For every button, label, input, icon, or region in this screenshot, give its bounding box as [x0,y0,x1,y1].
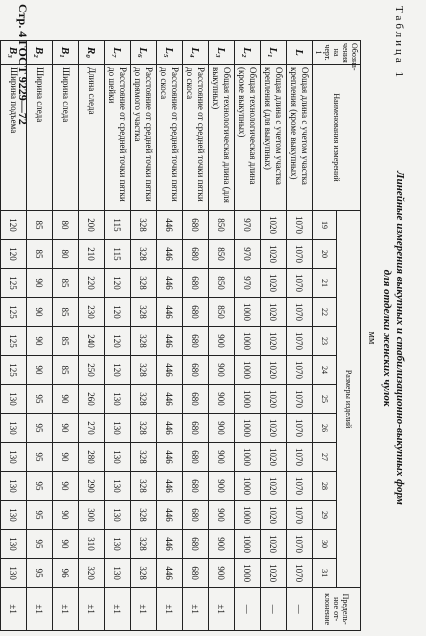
value-cell: 446 [157,240,183,269]
row-name: Расстояние от средней точки пятки до скоса [183,65,209,211]
value-cell: 328 [131,240,157,269]
value-cell: 130 [1,385,27,414]
value-cell [0,298,1,327]
row-designation: L₆ [131,41,157,65]
size-header-cell: 29 [313,501,337,530]
value-cell [0,327,1,356]
value-cell: 130 [105,414,131,443]
value-cell: 125 [1,356,27,385]
value-cell: 446 [157,298,183,327]
value-cell: 680 [183,298,209,327]
value-cell: 250 [79,356,105,385]
size-header-cell: 26 [313,414,337,443]
size-header-cell: 30 [313,530,337,559]
measurements-table [0,40,361,631]
value-cell: 1020 [261,327,287,356]
value-cell: 270 [79,414,105,443]
row-deviation: ±1 [209,588,235,631]
value-cell: 125 [1,327,27,356]
row-designation: L [287,41,313,65]
value-cell: 446 [157,443,183,472]
value-cell [0,211,1,240]
value-cell: 90 [27,298,53,327]
table-row [27,41,53,631]
value-cell: 1020 [261,269,287,298]
value-cell: 85 [53,356,79,385]
value-cell: 328 [131,327,157,356]
value-cell: 90 [53,501,79,530]
value-cell: 680 [183,385,209,414]
value-cell: 90 [53,414,79,443]
value-cell: 680 [183,414,209,443]
row-designation: L₂ [235,41,261,65]
row-name: Ширина следа [27,65,53,211]
value-cell: 680 [183,327,209,356]
value-cell: 970 [235,240,261,269]
value-cell: 900 [209,414,235,443]
value-cell: 120 [105,269,131,298]
row-name: Длина следа [79,65,105,211]
value-cell: 970 [235,269,261,298]
value-cell: 850 [209,240,235,269]
value-cell: 680 [183,443,209,472]
value-cell: 1000 [235,443,261,472]
value-cell: 130 [105,530,131,559]
row-deviation [0,588,1,631]
value-cell: 90 [27,356,53,385]
row-deviation: ±1 [105,588,131,631]
table-row [131,41,157,631]
value-cell [0,269,1,298]
value-cell: 900 [209,530,235,559]
value-cell [0,559,1,588]
value-cell: 210 [79,240,105,269]
value-cell: 120 [105,327,131,356]
value-cell: 1070 [287,211,313,240]
value-cell: 95 [27,385,53,414]
value-cell: 280 [79,443,105,472]
value-cell: 680 [183,530,209,559]
value-cell: 300 [79,501,105,530]
value-cell: 240 [79,327,105,356]
row-deviation: ±1 [183,588,209,631]
value-cell: 1020 [261,472,287,501]
row-deviation: ±1 [131,588,157,631]
row-designation: R₀ [79,41,105,65]
value-cell: 1020 [261,443,287,472]
value-cell: 1000 [235,298,261,327]
header-sizes-group: Размеры изделий [337,211,361,588]
value-cell: 130 [1,443,27,472]
value-cell: 900 [209,327,235,356]
value-cell: 130 [1,501,27,530]
value-cell: 900 [209,443,235,472]
row-designation [0,41,1,65]
value-cell: 446 [157,211,183,240]
value-cell: 1020 [261,559,287,588]
value-cell: 328 [131,443,157,472]
value-cell: 220 [79,269,105,298]
value-cell: 115 [105,240,131,269]
value-cell: 120 [1,240,27,269]
value-cell: 1020 [261,240,287,269]
value-cell: 96 [53,559,79,588]
value-cell: 328 [131,414,157,443]
value-cell: 850 [209,269,235,298]
value-cell: 115 [105,211,131,240]
value-cell: 446 [157,385,183,414]
row-deviation: ±1 [157,588,183,631]
value-cell: 970 [235,211,261,240]
row-deviation: — [235,588,261,631]
size-header-cell: 19 [313,211,337,240]
value-cell [0,443,1,472]
row-deviation: ±1 [1,588,27,631]
value-cell: 120 [105,356,131,385]
value-cell: 90 [53,530,79,559]
value-cell: 1000 [235,530,261,559]
row-designation: L₁ [261,41,287,65]
table-row [183,41,209,631]
value-cell: 1000 [235,559,261,588]
header-designation: Обозна-чения на черт. 1 [313,41,361,65]
row-name: Расстояние от средней точки пятки до скоса [157,65,183,211]
table-row [261,41,287,631]
row-name: Общая длина с учетом участка крепления (для выкупных) [261,65,287,211]
value-cell: 1000 [235,501,261,530]
value-cell: 446 [157,269,183,298]
size-header-cell: 21 [313,269,337,298]
value-cell: 130 [1,559,27,588]
value-cell: 95 [27,530,53,559]
size-header-cell: 20 [313,240,337,269]
value-cell: 1020 [261,298,287,327]
value-cell: 446 [157,501,183,530]
value-cell: 85 [53,298,79,327]
value-cell [0,501,1,530]
row-designation: L₅ [157,41,183,65]
unit-label: мм [366,331,377,345]
header-deviation: Предель-ное от-клонение [313,588,361,631]
row-name: Общая технологическая длина (кроме выкупных) [235,65,261,211]
table-row [287,41,313,631]
row-deviation: ±1 [53,588,79,631]
row-name: Ширина подъема [1,65,27,211]
value-cell: 1000 [235,472,261,501]
value-cell: 1070 [287,472,313,501]
value-cell: 1020 [261,356,287,385]
value-cell: 328 [131,559,157,588]
value-cell: 1070 [287,385,313,414]
value-cell: 1020 [261,211,287,240]
value-cell: 680 [183,501,209,530]
size-header-cell: 24 [313,356,337,385]
value-cell: 130 [1,414,27,443]
value-cell [0,240,1,269]
size-header-cell: 23 [313,327,337,356]
value-cell: 260 [79,385,105,414]
value-cell: 446 [157,327,183,356]
value-cell: 1020 [261,414,287,443]
value-cell: 95 [27,414,53,443]
value-cell: 680 [183,240,209,269]
value-cell: 95 [27,472,53,501]
row-designation: B₂ [27,41,53,65]
size-header-cell: 27 [313,443,337,472]
value-cell: 446 [157,414,183,443]
table-title [380,40,406,636]
value-cell: 130 [105,559,131,588]
value-cell: 1070 [287,298,313,327]
value-cell: 130 [105,443,131,472]
value-cell: 446 [157,356,183,385]
value-cell: 680 [183,269,209,298]
value-cell: 130 [1,472,27,501]
table-row [105,41,131,631]
value-cell: 230 [79,298,105,327]
size-header-cell: 22 [313,298,337,327]
value-cell: 95 [27,501,53,530]
table-row [157,41,183,631]
row-deviation: ±1 [79,588,105,631]
row-name: Расстояние от средней точки пятки до шейки [105,65,131,211]
table-title-line1: Линейные измерения выкупных и стабилизационно-выкупных форм [394,171,406,505]
value-cell: 328 [131,269,157,298]
value-cell [0,356,1,385]
value-cell: 1000 [235,414,261,443]
value-cell: 850 [209,298,235,327]
value-cell: 125 [1,269,27,298]
value-cell: 1070 [287,356,313,385]
row-deviation: — [287,588,313,631]
size-header-cell: 25 [313,385,337,414]
value-cell: 1020 [261,385,287,414]
row-deviation: ±1 [27,588,53,631]
table-row [209,41,235,631]
value-cell: 90 [27,327,53,356]
size-header-cell: 28 [313,472,337,501]
value-cell: 328 [131,385,157,414]
table-row [235,41,261,631]
value-cell: 290 [79,472,105,501]
value-cell: 120 [105,298,131,327]
value-cell: 130 [105,472,131,501]
value-cell: 1000 [235,385,261,414]
value-cell [0,414,1,443]
value-cell: 1070 [287,327,313,356]
row-deviation: — [261,588,287,631]
value-cell: 120 [1,211,27,240]
value-cell [0,385,1,414]
value-cell: 328 [131,356,157,385]
value-cell: 1070 [287,240,313,269]
value-cell: 125 [1,298,27,327]
value-cell: 1070 [287,530,313,559]
value-cell: 1070 [287,443,313,472]
value-cell: 680 [183,472,209,501]
value-cell: 900 [209,356,235,385]
value-cell: 90 [27,269,53,298]
table-caption: Таблица 1 [393,6,405,81]
value-cell: 130 [105,501,131,530]
table-row [0,41,1,631]
value-cell: 85 [53,269,79,298]
page-number-header: Стр. 4 ГОСТ 9229—72 [16,4,30,125]
value-cell: 900 [209,501,235,530]
row-designation: L₄ [183,41,209,65]
value-cell: 680 [183,559,209,588]
row-designation: L₃ [209,41,235,65]
row-name: Общая технологическая длина (для выкупных) [209,65,235,211]
table-row [79,41,105,631]
row-name [0,65,1,211]
table-title-line2: для отделки женских чулок [381,269,393,407]
value-cell: 130 [1,530,27,559]
value-cell: 900 [209,385,235,414]
value-cell: 1000 [235,356,261,385]
value-cell: 80 [53,240,79,269]
value-cell: 680 [183,211,209,240]
value-cell: 90 [53,472,79,501]
value-cell: 446 [157,559,183,588]
row-name: Расстояние от средней точки пятки до прямого участка [131,65,157,211]
value-cell: 85 [27,211,53,240]
row-name: Ширина следа [53,65,79,211]
value-cell: 1000 [235,327,261,356]
row-name: Общая длина с учетом участка крепления (кроме выкупных) [287,65,313,211]
value-cell: 200 [79,211,105,240]
value-cell: 320 [79,559,105,588]
value-cell: 328 [131,530,157,559]
value-cell: 80 [53,211,79,240]
value-cell: 1070 [287,501,313,530]
value-cell: 900 [209,559,235,588]
value-cell: 90 [53,385,79,414]
table-row [53,41,79,631]
value-cell: 680 [183,356,209,385]
value-cell: 1070 [287,559,313,588]
row-designation: B₃ [1,41,27,65]
value-cell: 90 [53,443,79,472]
header-name: Наименования измерений [313,65,361,211]
row-designation: L₇ [105,41,131,65]
value-cell: 130 [105,385,131,414]
value-cell: 310 [79,530,105,559]
value-cell: 900 [209,472,235,501]
table-body [0,41,313,631]
value-cell: 85 [53,327,79,356]
value-cell: 446 [157,530,183,559]
value-cell [0,530,1,559]
value-cell: 328 [131,211,157,240]
value-cell: 850 [209,211,235,240]
value-cell: 95 [27,559,53,588]
value-cell: 85 [27,240,53,269]
value-cell: 328 [131,501,157,530]
table-row [1,41,27,631]
value-cell: 1020 [261,530,287,559]
size-header-cell: 31 [313,559,337,588]
value-cell: 328 [131,298,157,327]
value-cell: 95 [27,443,53,472]
value-cell: 446 [157,472,183,501]
value-cell: 1070 [287,414,313,443]
value-cell: 1070 [287,269,313,298]
row-designation: B₁ [53,41,79,65]
value-cell: 1020 [261,501,287,530]
value-cell: 328 [131,472,157,501]
value-cell [0,472,1,501]
